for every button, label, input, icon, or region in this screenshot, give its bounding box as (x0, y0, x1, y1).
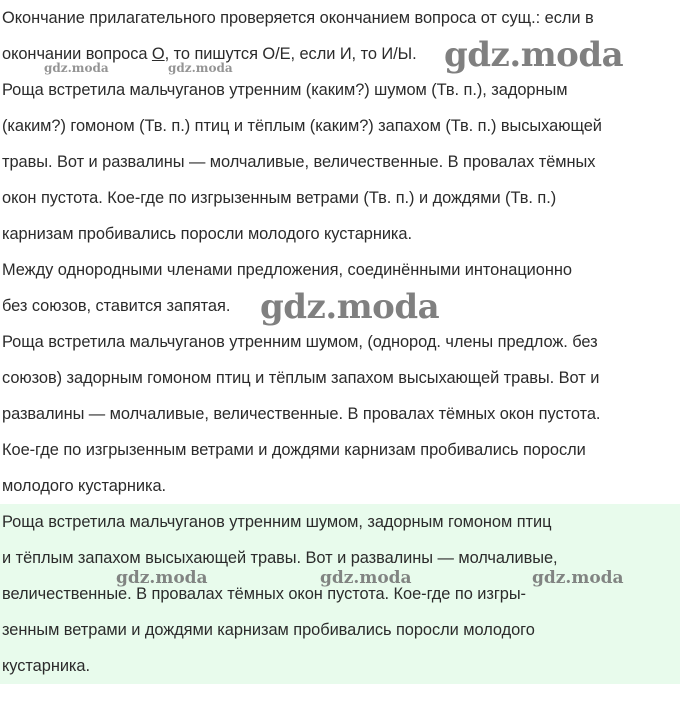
watermark-logo: gdz.moda (260, 287, 440, 327)
text-line: (каким?) гомоном (Тв. п.) птиц и тёплым (каким?) запахом (Тв. п.) высыхающей (2, 117, 602, 135)
watermark-logo-medium: gdz.moda (116, 568, 208, 588)
watermark-logo-small: gdz.moda (44, 61, 109, 75)
text-line: Роща встретила мальчуганов утренним шумом, задорным гомоном птиц (2, 513, 552, 531)
text-line: Окончание прилагательного проверяется окончанием вопроса от сущ.: если в (2, 9, 594, 27)
example-paragraph-2 (0, 324, 600, 504)
text-line: без союзов, ставится запятая. (2, 297, 231, 315)
text-line: карнизам пробивались поросли молодого кустарника. (2, 225, 412, 243)
watermark-logo-medium: gdz.moda (532, 568, 624, 588)
watermark-logo-medium: gdz.moda (320, 568, 412, 588)
text-line: и тёплым запахом высыхающей травы. Вот и развалины — молчаливые, (2, 549, 558, 567)
watermark-logo-small: gdz.moda (168, 61, 233, 75)
underlined-letter: О (151, 45, 165, 63)
text-line: Роща встретила мальчуганов утренним шумом, (однород. члены предлож. без (2, 333, 598, 351)
text-line: величественные. В провалах тёмных окон пустота. Кое-где по изгры- (2, 585, 526, 603)
text-line: союзов) задорным гомоном птиц и тёплым запахом высыхающей травы. Вот и (2, 369, 600, 387)
text-line: зенным ветрами и дождями карнизам пробивались поросли молодого (2, 621, 535, 639)
answer-box (0, 504, 680, 684)
text-line: Роща встретила мальчуганов утренним (каким?) шумом (Тв. п.), задорным (2, 81, 568, 99)
example-paragraph-1 (0, 72, 602, 252)
text-line: кустарника. (2, 657, 90, 675)
text-fragment: , то пишутся О/Е, если И, то И/Ы. (164, 45, 417, 63)
answer-paragraph (0, 504, 558, 684)
text-fragment: окончании вопроса (2, 45, 152, 63)
text-line: развалины — молчаливые, величественные. В провалах тёмных окон пустота. (2, 405, 601, 423)
watermark-logo: gdz.moda (444, 35, 624, 75)
text-line: травы. Вот и развалины — молчаливые, величественные. В провалах тёмных (2, 153, 596, 171)
text-line: молодого кустарника. (2, 477, 167, 495)
text-line: Кое-где по изгрызенным ветрами и дождями карнизам пробивались поросли (2, 441, 586, 459)
text-line: окон пустота. Кое-где по изгрызенным ветрами (Тв. п.) и дождями (Тв. п.) (2, 189, 557, 207)
text-line: Между однородными членами предложения, соединёнными интонационно (2, 261, 572, 279)
